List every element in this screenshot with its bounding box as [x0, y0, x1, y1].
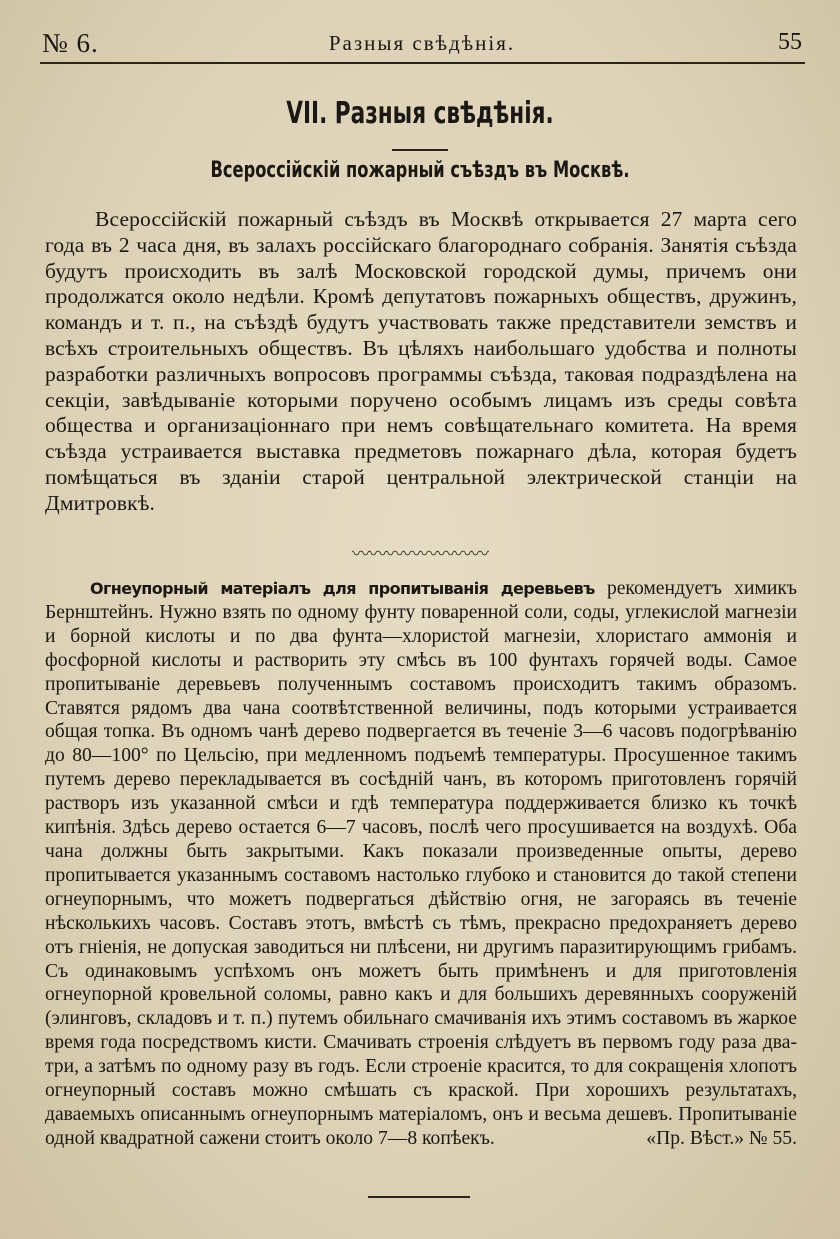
issue-number: № 6.	[42, 28, 99, 58]
article-body	[45, 207, 797, 517]
page-number: 55	[778, 29, 802, 55]
title-divider	[392, 149, 448, 151]
ornamental-divider: 〰〰〰〰〰〰〰〰	[352, 544, 488, 564]
article-title: Всероссійскій пожарный съѣздъ въ Москвѣ.	[210, 158, 630, 183]
article-body-2	[45, 577, 797, 1151]
source-citation: «Пр. Вѣст.» № 55.	[646, 1127, 797, 1149]
article-lead: Огнеупорный матеріалъ для пропитыванія деревьевъ	[90, 579, 595, 598]
running-title: Разныя свѣдѣнія.	[328, 31, 516, 55]
paragraph-2	[45, 577, 797, 1151]
header-rule	[40, 62, 805, 64]
running-head	[42, 28, 802, 62]
paragraph-text: рекомендуетъ химикъ Бернштейнъ. Нужно взять по одному фунту поваренной соли, соды, углекислой магнезіи и борной кислоты и по два фунта—хлористой магнезіи, хлористаго аммонія и фосфорной кислоты и растворить эту смѣсь въ 100 фунтахъ горячей воды. Самое пропитываніе деревьевъ полученнымъ составомъ происходитъ такимъ образомъ. Ставятся рядомъ два чана соотвѣтственной величины, подъ которыми устраивается общая топка. Въ одномъ чанѣ дерево подвергается въ теченіе 3—6 часовъ подогрѣванію до 80—100° по Цельсію, при медленномъ подъемѣ температуры. Просушенное такимъ путемъ дерево перекладывается въ сосѣдній чанъ, въ которомъ приготовленъ горячій растворъ изъ указанной смѣси и гдѣ температура поддерживается близко къ точкѣ кипѣнія. Здѣсь дерево остается 6—7 часовъ, послѣ чего просушивается на воздухѣ. Оба чана должны быть закрытыми. Какъ показали произведенные опыты, дерево пропитывается указаннымъ составомъ настолько глубоко и становится до такой степени огнеупорнымъ, что можетъ подвергаться дѣйствію огня, не загораясь въ теченіе нѣсколькихъ часовъ. Составъ этотъ, вмѣстѣ съ тѣмъ, прекрасно предохраняетъ дерево отъ гніенія, не допуская заводиться ни плѣсени, ни другимъ паразитирующимъ грибамъ. Съ одинаковымъ успѣхомъ онъ можетъ быть примѣненъ и для приготовленія огнеупорной кровельной соломы, равно какъ и для большихъ деревянныхъ сооруженій (элинговъ, складовъ и т. п.) путемъ обильнаго смачиванія ихъ этимъ составомъ въ жаркое время года посредствомъ кисти. Смачивать строенія слѣдуетъ въ первомъ году раза два-три, а затѣмъ по одному разу въ годъ. Если строеніе красится, то для сокращенія хлопотъ огнеупорный составъ можно смѣшать съ краской. При хорошихъ результатахъ, даваемыхъ описаннымъ огнеупорнымъ матеріаломъ, онъ и весьма дешевъ. Пропитываніе одной квадратной сажени стоитъ около 7—8 копѣекъ.	[45, 578, 797, 1149]
end-rule	[368, 1196, 470, 1198]
paragraph: Всероссійскій пожарный съѣздъ въ Москвѣ открывается 27 марта сего года въ 2 часа дня, въ залахъ россійскаго благороднаго собранія. Занятія съѣзда будутъ происходить въ залѣ Московской городской думы, причемъ они продолжатся около недѣли. Кромѣ депутатовъ пожарныхъ обществъ, дружинъ, командъ и т. п., на съѣздѣ будутъ участвовать также представители земствъ и всѣхъ строительныхъ обществъ. Въ цѣляхъ наибольшаго удобства и полноты разработки различныхъ вопросовъ программы съѣзда, таковая подраздѣлена на секціи, завѣдываніе которыми поручено особымъ лицамъ изъ среды совѣта общества и организаціоннаго при немъ совѣщательнаго комитета. На время съѣзда устраивается выставка предметовъ пожарнаго дѣла, которая будетъ помѣщаться въ зданіи старой центральной электрической станціи на Дмитровкѣ.	[45, 207, 797, 515]
section-title: VII. Разныя свѣдѣнія.	[286, 96, 554, 131]
